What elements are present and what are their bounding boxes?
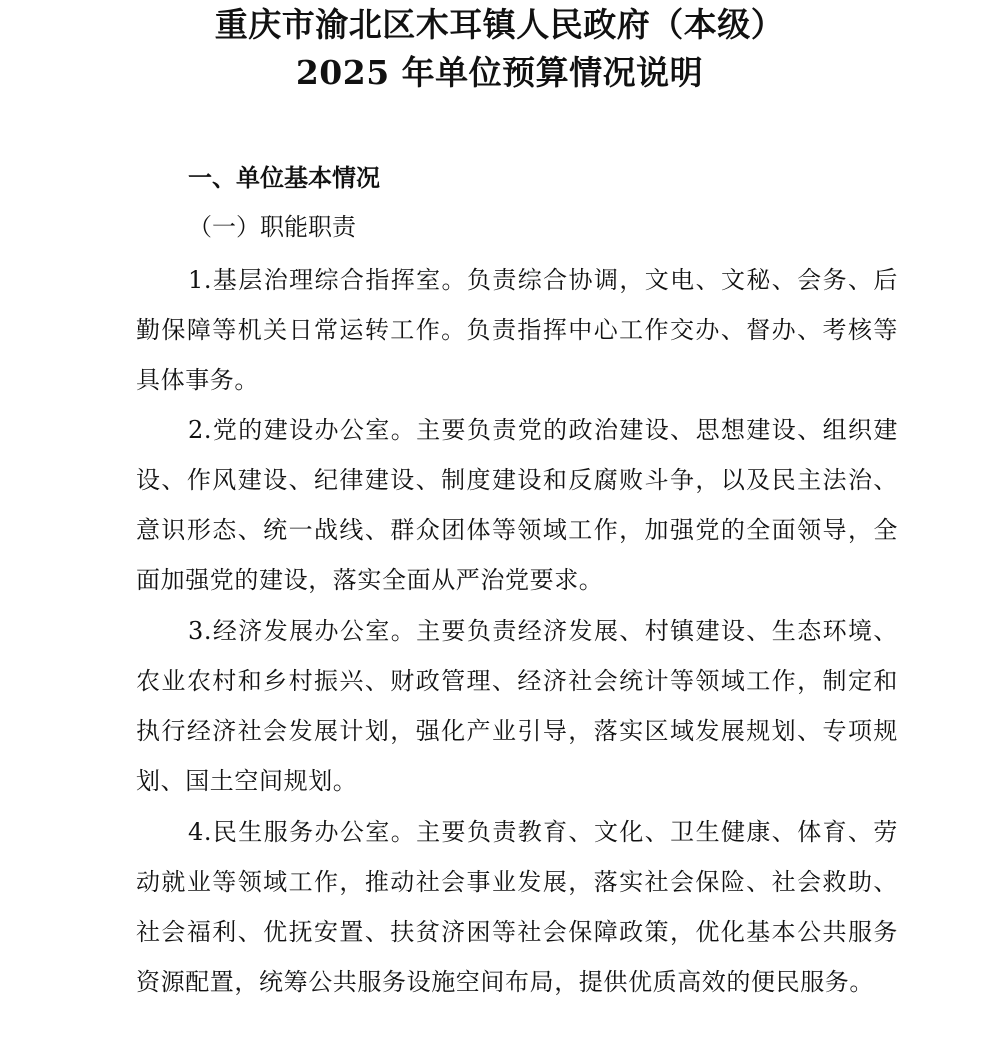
paragraph-governance-command-office: 1.基层治理综合指挥室。负责综合协调，文电、文秘、会务、后勤保障等机关日常运转工作。负责指挥中心工作交办、督办、考核等具体事务。 bbox=[136, 266, 898, 394]
paragraph-economic-development-office: 3.经济发展办公室。主要负责经济发展、村镇建设、生态环境、农业农村和乡村振兴、财政管理、经济社会统计等领域工作，制定和执行经济社会发展计划，强化产业引导，落实区域发展规划、专项规划、国土空间规划。 bbox=[136, 617, 898, 795]
document-title-line1: 重庆市渝北区木耳镇人民政府（本级） bbox=[214, 5, 785, 44]
paragraph-party-building-office: 2.党的建设办公室。主要负责党的政治建设、思想建设、组织建设、作风建设、纪律建设、制度建设和反腐败斗争，以及民主法治、意识形态、统一战线、群众团体等领域工作，加强党的全面领导，全面加强党的建设，落实全面从严治党要求。 bbox=[136, 416, 898, 594]
paragraph-livelihood-services-office: 4.民生服务办公室。主要负责教育、文化、卫生健康、体育、劳动就业等领域工作，推动社会事业发展，落实社会保险、社会救助、社会福利、优抚安置、扶贫济困等社会保障政策，优化基本公共服务资源配置，统筹公共服务设施空间布局，提供优质高效的便民服务。 bbox=[136, 818, 898, 996]
document-title-line2: 2025 年单位预算情况说明 bbox=[295, 53, 704, 92]
subsection-heading-functions: （一）职能职责 bbox=[188, 213, 356, 241]
section-heading-basic-info: 一、单位基本情况 bbox=[188, 164, 380, 192]
